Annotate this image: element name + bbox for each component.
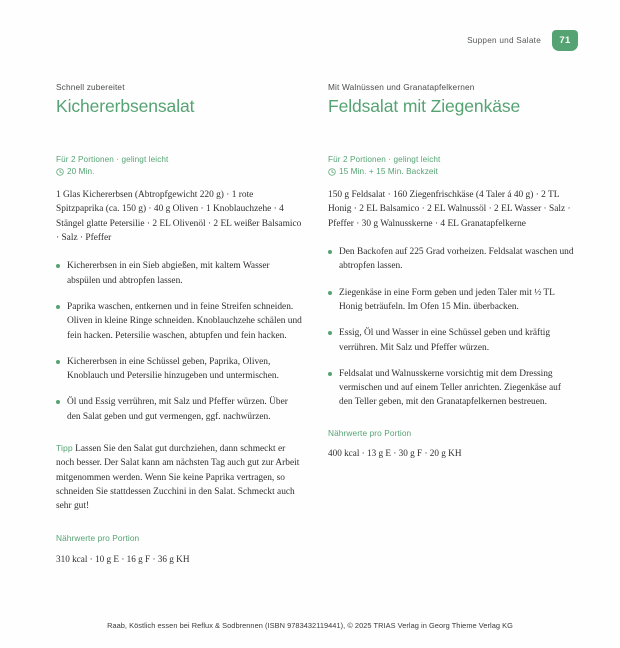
recipe-step-text: Den Backofen auf 225 Grad vorheizen. Feldsalat waschen und abtropfen lassen.	[339, 247, 574, 272]
recipe-nutrition-values: 400 kcal · 13 g E · 30 g F · 20 g KH	[328, 447, 462, 458]
recipe-column-left	[56, 82, 302, 575]
recipe-step-text: Ziegenkäse in eine Form geben und jeden Taler mit ½ TL Honig beträufeln. Im Ofen 15 Min. überbacken.	[339, 287, 555, 312]
recipe-step	[56, 300, 302, 343]
recipe-tip-text: Lassen Sie den Salat gut durchziehen, dann schmeckt er noch besser. Der Salat kann am nächsten Tag auch gut zur Arbeit mitgenommen werden. Wenn Sie keine Paprika vertragen, so schneiden Sie stattdessen Zucchini in den Salat. Schmeckt auch sehr gut!	[56, 443, 300, 512]
recipe-step	[328, 367, 574, 410]
bullet-dot-icon	[328, 250, 332, 254]
clock-icon	[56, 168, 64, 176]
recipe-step	[56, 395, 302, 424]
recipe-step-text: Paprika waschen, entkernen und in feine Streifen schneiden. Oliven in kleine Ringe schneiden. Knoblauchzehe schälen und fein hacken. Petersilie waschen, abtupfen und fein hacken.	[67, 301, 302, 341]
recipe-nutrition-heading: Nährwerte pro Portion	[56, 533, 140, 544]
running-head-title: Suppen und Salate	[467, 36, 541, 45]
recipe-meta	[56, 155, 302, 176]
recipe-step	[56, 259, 302, 288]
bullet-dot-icon	[328, 331, 332, 335]
clock-icon	[328, 168, 336, 176]
recipe-time-label: 20 Min.	[67, 167, 95, 177]
page-number-badge: 71	[552, 30, 578, 51]
recipe-ingredients: 1 Glas Kichererbsen (Abtropfgewicht 220 g) · 1 rote Spitzpaprika (ca. 150 g) · 40 g Oliven · 1 Knoblauchzehe · 4 Stängel glatte Petersilie · 2 EL Olivenöl · 2 EL weißer Balsamico · Salz · Pfeffer	[56, 190, 302, 244]
recipe-step	[328, 245, 574, 274]
recipe-kicker: Mit Walnüssen und Granatapfelkernen	[328, 82, 475, 92]
recipe-step	[328, 326, 574, 355]
recipe-step	[328, 286, 574, 315]
recipe-column-right	[328, 82, 574, 575]
recipe-step	[56, 355, 302, 384]
recipe-steps	[56, 259, 302, 424]
recipe-step-text: Kichererbsen in ein Sieb abgießen, mit kaltem Wasser abspülen und abtropfen lassen.	[67, 261, 270, 286]
recipe-kicker: Schnell zubereitet	[56, 82, 125, 92]
bullet-dot-icon	[56, 360, 60, 364]
recipe-title: Kichererbsensalat	[56, 96, 195, 116]
recipe-step-text: Kichererbsen in eine Schüssel geben, Paprika, Oliven, Knoblauch und Petersilie hinzugeben und untermischen.	[67, 356, 279, 382]
recipe-columns	[56, 82, 580, 575]
bullet-dot-icon	[328, 291, 332, 295]
recipe-meta	[328, 155, 574, 176]
recipe-title: Feldsalat mit Ziegenkäse	[328, 96, 521, 116]
running-head	[467, 30, 578, 51]
recipe-step-text: Feldsalat und Walnusskerne vorsichtig mit dem Dressing vermischen und auf einem Teller anrichten. Ziegenkäse auf den Teller geben, mit den Granatapfelkernen bestreuen.	[339, 368, 561, 408]
recipe-time-row	[56, 167, 302, 176]
recipe-time-row	[328, 167, 574, 176]
recipe-step-text: Öl und Essig verrühren, mit Salz und Pfeffer würzen. Über den Salat geben und gut vermengen, ggf. nachwürzen.	[67, 397, 288, 422]
recipe-step-text: Essig, Öl und Wasser in eine Schüssel geben und kräftig verrühren. Mit Salz und Pfeffer würzen.	[339, 328, 551, 353]
page-footer: Raab, Köstlich essen bei Reflux & Sodbrennen (ISBN 9783432119441), © 2025 TRIAS Verlag in Georg Thieme Verlag KG	[107, 621, 513, 630]
recipe-portions: Für 2 Portionen · gelingt leicht	[56, 155, 169, 165]
recipe-time-label: 15 Min. + 15 Min. Backzeit	[339, 167, 438, 177]
recipe-nutrition-heading: Nährwerte pro Portion	[328, 427, 412, 438]
recipe-portions: Für 2 Portionen · gelingt leicht	[328, 155, 441, 165]
bullet-dot-icon	[56, 264, 60, 268]
recipe-tip	[56, 442, 302, 513]
recipe-tip-label: Tipp	[56, 442, 73, 453]
recipe-nutrition	[328, 428, 574, 460]
bullet-dot-icon	[56, 400, 60, 404]
recipe-nutrition-values: 310 kcal · 10 g E · 16 g F · 36 g KH	[56, 553, 190, 564]
recipe-steps	[328, 245, 574, 410]
recipe-nutrition	[56, 533, 302, 565]
bullet-dot-icon	[328, 372, 332, 376]
bullet-dot-icon	[56, 305, 60, 309]
recipe-ingredients: 150 g Feldsalat · 160 Ziegenfrischkäse (4 Taler á 40 g) · 2 TL Honig · 2 EL Balsamico · 2 EL Walnussöl · 2 EL Wasser · Salz · Pfeffer · 30 g Walnusskerne · 4 EL Granatapfelkerne	[328, 190, 571, 229]
